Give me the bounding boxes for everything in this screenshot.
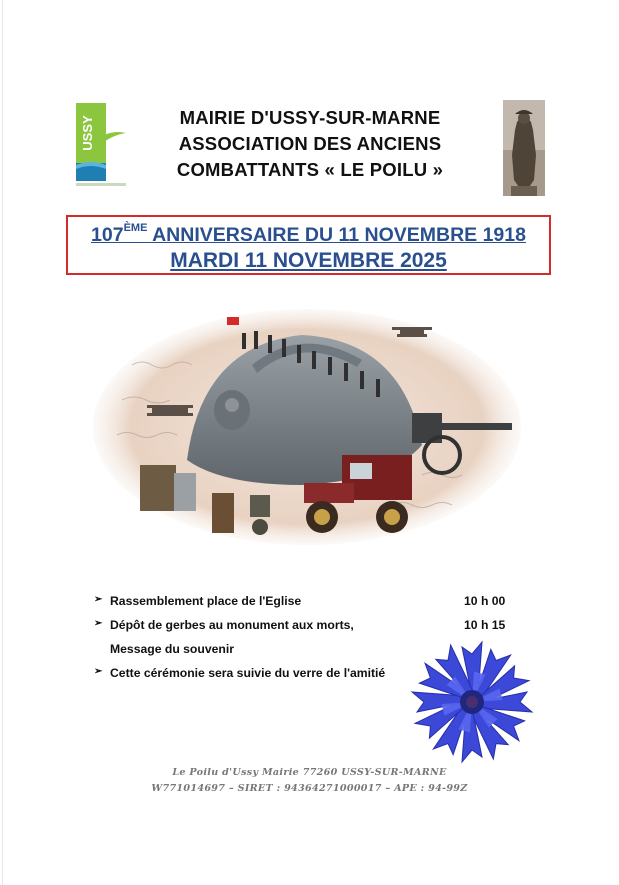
title-line-3: COMBATTANTS « LE POILU » — [176, 159, 444, 180]
arrow-bullet-icon: ➢ — [94, 618, 103, 629]
event-date: MARDI 11 NOVEMBRE 2025 — [170, 249, 447, 272]
cornflower-icon — [402, 634, 542, 770]
anniversary-line — [68, 224, 549, 247]
program-item-text: Cette cérémonie sera suivie du verre de l'amitié — [110, 666, 386, 680]
title-line-2: ASSOCIATION DES ANCIENS — [178, 133, 442, 154]
title-line-1: MAIRIE D'USSY-SUR-MARNE — [179, 107, 441, 128]
program-item — [94, 594, 524, 614]
poilu-statue-photo — [503, 100, 545, 196]
footer-address: Le Poilu d'Ussy Mairie 77260 USSY-SUR-MARNE — [172, 767, 447, 778]
ussy-logo — [76, 103, 126, 189]
program-item-time: 10 h 15 — [464, 618, 506, 632]
anniversary-text: ANNIVERSAIRE DU 11 NOVEMBRE 1918 — [147, 224, 526, 246]
program-item-text: Rassemblement place de l'Eglise — [110, 594, 302, 608]
ww1-montage-illustration — [92, 305, 522, 550]
footer-registration: W771014697 – SIRET : 94364271000017 – APE : 94-99Z — [151, 783, 468, 794]
anniversary-suffix: ÈME — [123, 222, 148, 234]
organizer-title — [140, 105, 480, 183]
anniversary-number: 107 — [91, 224, 124, 246]
anniversary-banner — [66, 215, 551, 275]
arrow-bullet-icon: ➢ — [94, 666, 103, 677]
arrow-bullet-icon: ➢ — [94, 594, 103, 605]
program-item-text: Dépôt de gerbes au monument aux morts, — [110, 618, 354, 632]
program-item-text: Message du souvenir — [110, 642, 234, 656]
page-edge — [2, 0, 3, 885]
program-item-time: 10 h 00 — [464, 594, 506, 608]
logo-text: USSY — [80, 115, 95, 151]
